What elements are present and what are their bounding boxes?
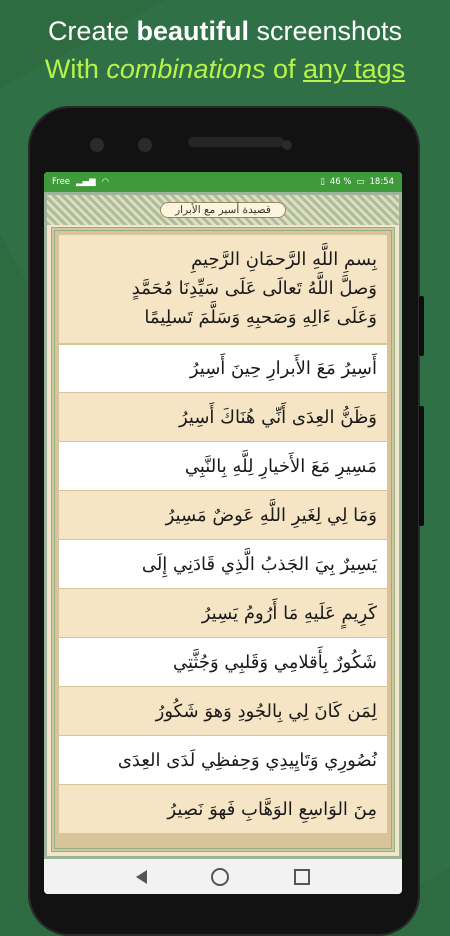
camera-icon xyxy=(90,138,104,152)
clock: 18:54 xyxy=(369,177,394,187)
poem-title: قصيدة أسير مع الأبرار xyxy=(160,202,286,218)
verse-row[interactable]: شَكُورٌ بِأَقلامِي وَقَلبِي وَجُثَّتِي xyxy=(59,638,387,686)
verse-row[interactable]: لِمَن كَانَ لِي بِالجُودِ وَهوَ شَكُورُ xyxy=(59,687,387,735)
wifi-icon: ◠ xyxy=(101,177,110,187)
speaker-grille xyxy=(188,137,284,147)
intro-line: وَعَلَى ءَالِهِ وَصَحبِهِ وَسَلَّمَ تَسلِيمًا xyxy=(144,307,377,328)
system-nav-bar xyxy=(44,859,402,894)
signal-icon: ▂▄▆ xyxy=(76,177,96,187)
power-button xyxy=(419,296,424,356)
intro-line: بِسمِ اللَّهِ الرَّحمَانِ الرَّحِيمِ xyxy=(191,249,377,270)
verse-row[interactable]: يَسِيرٌ بِيَ الجَذبُ الَّذِي قَادَنِي إِلَى xyxy=(59,540,387,588)
phone-frame xyxy=(28,106,420,936)
battery-percent: 46 % xyxy=(329,177,352,187)
poem-frame xyxy=(44,192,402,859)
promo-italic: combinations xyxy=(106,54,266,84)
poem-border xyxy=(51,227,395,852)
sensor-icon xyxy=(138,138,152,152)
vibrate-icon: ▯ xyxy=(320,177,325,187)
volume-button xyxy=(419,406,424,526)
promo-headline-2 xyxy=(0,52,450,86)
intro-block xyxy=(59,235,387,343)
intro-line: وَصلَّ اللَّهُ تَعالَى عَلَى سَيِّدِنَا مُحَمَّدٍ xyxy=(131,278,377,299)
verse-row[interactable]: أَسِيرُ مَعَ الأَبرارِ حِينَ أَسِيرُ xyxy=(59,345,387,392)
promo-headline-1 xyxy=(0,14,450,48)
promo-text: Create xyxy=(47,16,137,46)
proximity-sensor-icon xyxy=(282,140,292,150)
verse-row[interactable]: نُصُورِي وَتَايِيدِي وَحِفظِي لَدَى العِدَى xyxy=(59,736,387,784)
verse-row[interactable]: وَظَنُّ العِدَى أَنِّي هُنَاكَ أَسِيرُ xyxy=(59,393,387,441)
recents-square-icon[interactable] xyxy=(294,869,310,885)
promo-underlined: any tags xyxy=(303,54,406,84)
phone-screen xyxy=(44,172,402,894)
status-bar xyxy=(44,172,402,192)
verse-row[interactable]: مِنَ الوَاسِعِ الوَهَّابِ فَهوَ نَصِيرُ xyxy=(59,785,387,833)
verse-row[interactable]: كَرِيمٍ عَلَيهِ مَا أَرُومُ يَسِيرُ xyxy=(59,589,387,637)
verse-row[interactable]: مَسِيرِ مَعَ الأَخيارِ لِلَّهِ بِالنَّبِي xyxy=(59,442,387,490)
promo-text: With xyxy=(44,54,107,84)
carrier-label: Free xyxy=(52,177,71,187)
back-triangle-icon[interactable] xyxy=(136,870,147,884)
title-bar xyxy=(47,195,399,225)
promo-bold: beautiful xyxy=(136,16,249,46)
verse-list[interactable] xyxy=(59,235,387,842)
home-circle-icon[interactable] xyxy=(211,868,229,886)
promo-text: screenshots xyxy=(248,16,403,46)
verse-row[interactable]: وَمَا لِي لِغَيرِ اللَّهِ عَوضٌ مَسِيرُ xyxy=(59,491,387,539)
promo-text: of xyxy=(265,54,304,84)
battery-icon: ▭ xyxy=(356,177,365,187)
